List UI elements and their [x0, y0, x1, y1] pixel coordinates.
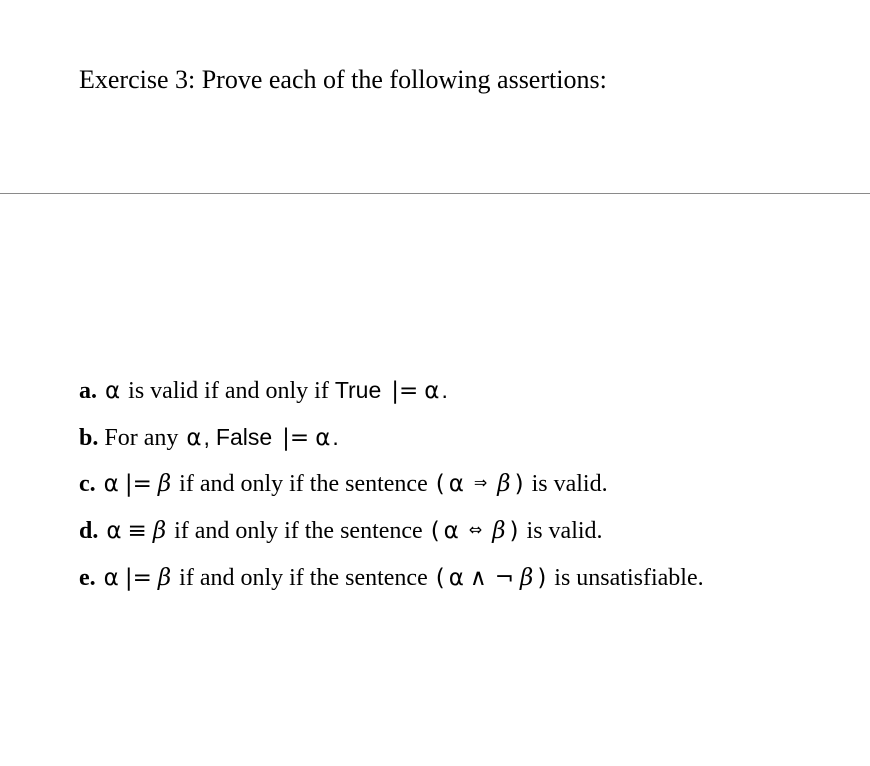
assertion-label: d. [79, 518, 99, 544]
alpha-symbol: α [105, 378, 121, 404]
alpha-symbol: α [103, 471, 119, 497]
assertion-label: a. [79, 378, 97, 404]
assertion-a [79, 374, 448, 407]
comma: , [203, 424, 210, 450]
beta-symbol: β [157, 565, 172, 591]
beta-symbol: β [492, 518, 506, 544]
entails-symbol: |= [124, 565, 152, 591]
alpha-symbol: α [186, 425, 202, 451]
assertion-text: if and only if the sentence [168, 518, 429, 544]
open-paren: ( [435, 565, 445, 591]
assertion-label: e. [79, 565, 96, 591]
period: . [441, 377, 448, 403]
close-paren: ) [509, 518, 519, 544]
assertion-text: is valid. [525, 471, 608, 497]
equivalence-symbol: ≡ [127, 518, 147, 544]
assertion-text: For any [98, 425, 185, 451]
assertion-text: is unsatisfiable. [548, 565, 704, 591]
assertion-text: is valid. [520, 518, 603, 544]
and-symbol: ∧ [469, 565, 487, 591]
beta-symbol: β [152, 518, 167, 544]
alpha-symbol: α [448, 565, 464, 591]
assertion-e [79, 562, 704, 594]
open-paren: ( [430, 518, 440, 544]
alpha-symbol: α [106, 518, 122, 544]
assertion-label: c. [79, 471, 96, 497]
alpha-symbol: α [315, 425, 331, 451]
open-paren: ( [435, 471, 445, 497]
implies-symbol: ⇒ [473, 473, 488, 492]
close-paren: ) [537, 565, 547, 591]
beta-symbol: β [497, 471, 511, 497]
false-keyword: False [215, 424, 273, 450]
entails-symbol: |= [282, 425, 310, 451]
exercise-title: Exercise 3: Prove each of the following assertions: [79, 65, 607, 94]
biconditional-symbol: ⇔ [468, 520, 483, 539]
assertion-text: if and only if the sentence [173, 565, 434, 591]
alpha-symbol: α [103, 565, 119, 591]
beta-symbol: β [520, 565, 534, 591]
true-keyword: True [334, 377, 382, 403]
assertion-d [79, 515, 603, 549]
period: . [332, 424, 339, 450]
alpha-symbol: α [448, 471, 464, 497]
alpha-symbol: α [424, 378, 440, 404]
assertion-text: is valid if and only if [122, 378, 335, 404]
entails-symbol: |= [391, 378, 419, 404]
close-paren: ) [514, 471, 524, 497]
assertion-c [79, 468, 608, 502]
beta-symbol: β [157, 471, 172, 497]
entails-symbol: |= [124, 471, 152, 497]
section-divider [0, 193, 870, 194]
assertion-text: if and only if the sentence [173, 471, 434, 497]
assertion-b [79, 421, 339, 454]
assertion-label: b. [79, 425, 99, 451]
alpha-symbol: α [443, 518, 459, 544]
negation-symbol: ¬ [494, 565, 515, 591]
